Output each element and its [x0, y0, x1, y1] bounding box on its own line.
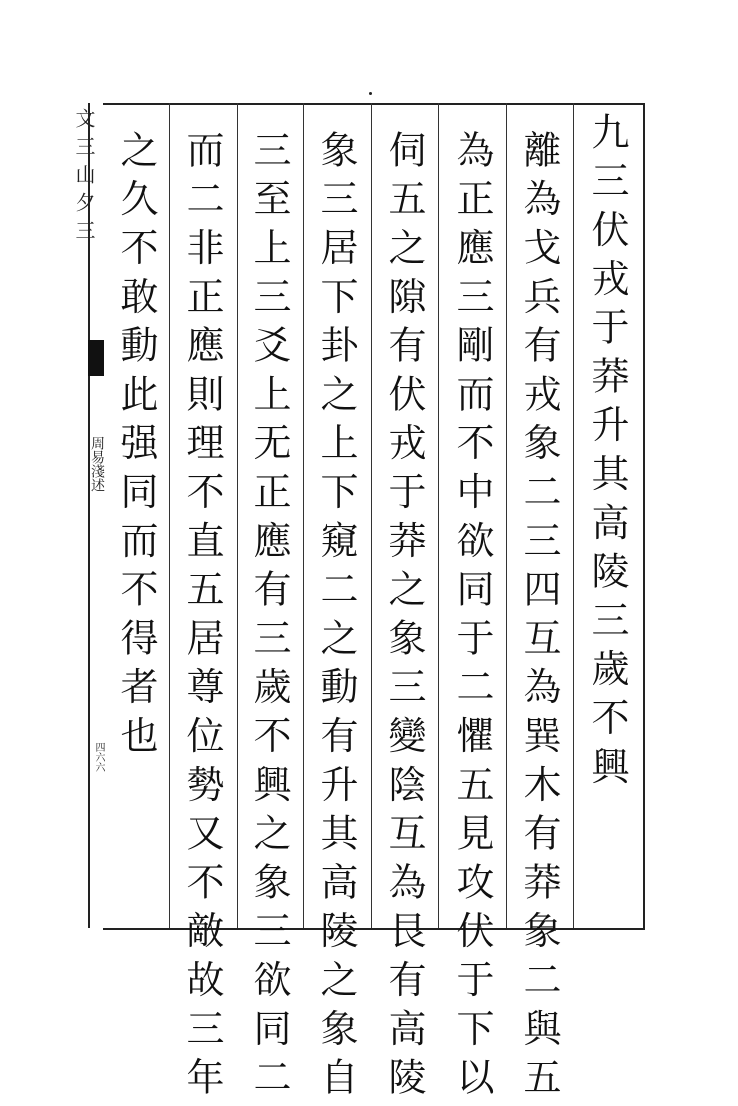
column-rule	[371, 103, 372, 928]
text-column-4: 伺五之隙有伏戎于莽之象三變陰互為艮有高陵	[382, 130, 426, 1106]
column-rule	[438, 103, 439, 928]
text-column-3: 為正應三剛而不中欲同于二懼五見攻伏于下以	[450, 130, 494, 1106]
text-column-1: 九三伏戎于莽升其高陵三歲不興	[585, 112, 629, 796]
margin-page-number: 四六六	[93, 742, 104, 772]
text-column-2: 離為戈兵有戎象二三四互為巽木有莽象二與五	[517, 130, 561, 1106]
fish-tail-mark	[88, 340, 104, 376]
column-rule	[169, 103, 170, 928]
text-column-7: 而二非正應則理不直五居尊位勢又不敵故三年	[180, 130, 224, 1106]
column-rule	[506, 103, 507, 928]
text-column-8: 之久不敢動此强同而不得者也	[114, 130, 158, 765]
margin-top-glyphs: 文三山夕三	[72, 108, 96, 248]
text-column-6: 三至上三爻上无正應有三歲不興之象三欲同二	[247, 130, 291, 1106]
margin-book-title: 周易淺述	[89, 436, 105, 492]
column-rule	[303, 103, 304, 928]
text-column-5: 象三居下卦之上下窺二之動有升其高陵之象自	[314, 130, 358, 1106]
top-dot	[369, 92, 372, 95]
column-rule	[573, 103, 574, 928]
column-rule	[237, 103, 238, 928]
